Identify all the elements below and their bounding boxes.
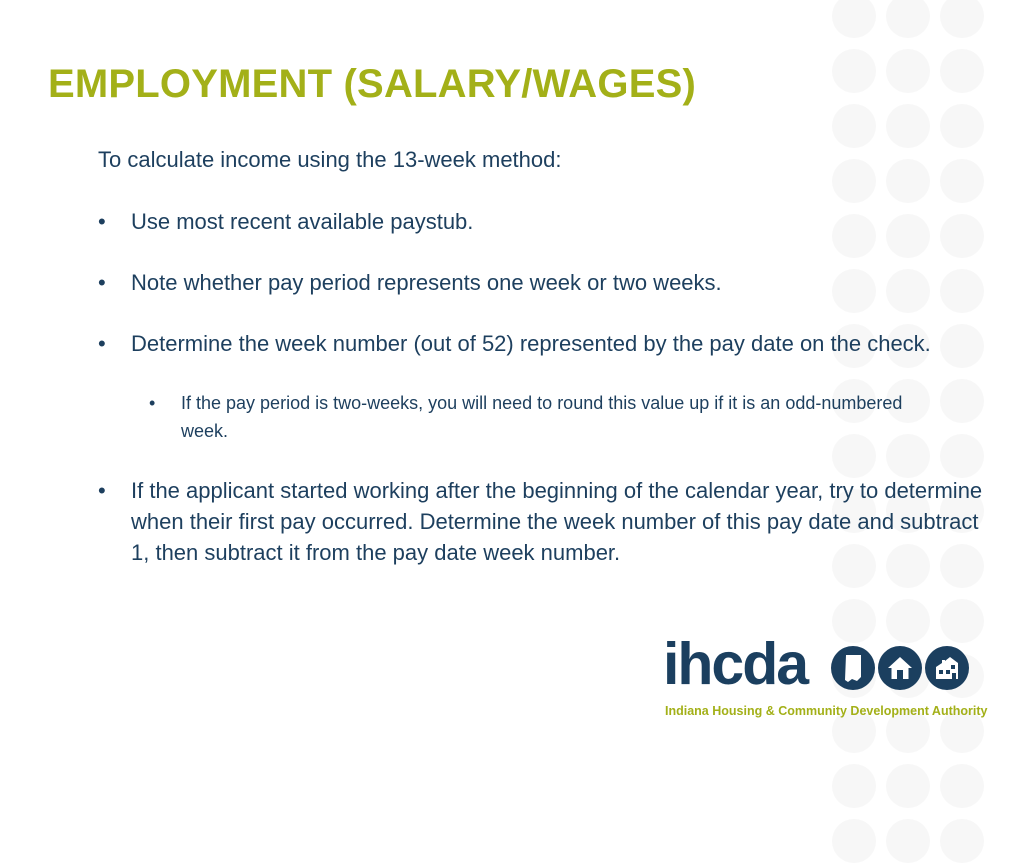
bullet-text: Note whether pay period represents one week or two weeks.	[131, 270, 722, 295]
house-icon	[878, 646, 922, 690]
bullet-list	[98, 206, 998, 568]
building-icon	[925, 646, 969, 690]
bullet-text: If the applicant started working after the beginning of the calendar year, try to determine when their first pay occurred. Determine the week number of this pay date and subtract 1, then subtract it from the pay date week number.	[131, 478, 983, 565]
indiana-state-icon	[831, 646, 875, 690]
background-dot	[832, 0, 876, 38]
bullet-item	[98, 267, 998, 298]
sub-bullet-item	[131, 389, 998, 445]
background-dot	[886, 599, 930, 643]
intro-text: To calculate income using the 13-week method:	[98, 147, 562, 172]
bullet-text: Use most recent available paystub.	[131, 209, 474, 234]
logo-tagline: Indiana Housing & Community Development Authority	[665, 704, 988, 718]
background-dot	[832, 819, 876, 863]
bullet-item	[98, 328, 998, 445]
slide-content	[98, 146, 998, 598]
background-dot	[940, 104, 984, 148]
background-dot	[940, 599, 984, 643]
background-dot	[886, 49, 930, 93]
background-dot	[886, 764, 930, 808]
ihcda-logo	[663, 631, 988, 722]
slide-title: EMPLOYMENT (SALARY/WAGES)	[48, 62, 696, 106]
background-dot	[832, 104, 876, 148]
background-dot	[832, 49, 876, 93]
background-dot	[832, 599, 876, 643]
sub-bullet-text: • If the pay period is two-weeks, you will need to round this value up if it is an odd-numbered week.	[181, 393, 903, 441]
background-dot	[832, 764, 876, 808]
logo-wordmark: ihcda	[663, 631, 808, 697]
bullet-item	[98, 206, 998, 237]
background-dot	[886, 819, 930, 863]
bullet-text: Determine the week number (out of 52) represented by the pay date on the check.	[131, 331, 931, 356]
bullet-item	[98, 475, 998, 568]
background-dot	[940, 0, 984, 38]
background-dot	[940, 764, 984, 808]
background-dot	[886, 104, 930, 148]
sub-bullet-list	[131, 389, 998, 445]
background-dot	[886, 0, 930, 38]
background-dot	[940, 819, 984, 863]
logo-icon-group	[831, 646, 969, 690]
background-dot	[940, 49, 984, 93]
